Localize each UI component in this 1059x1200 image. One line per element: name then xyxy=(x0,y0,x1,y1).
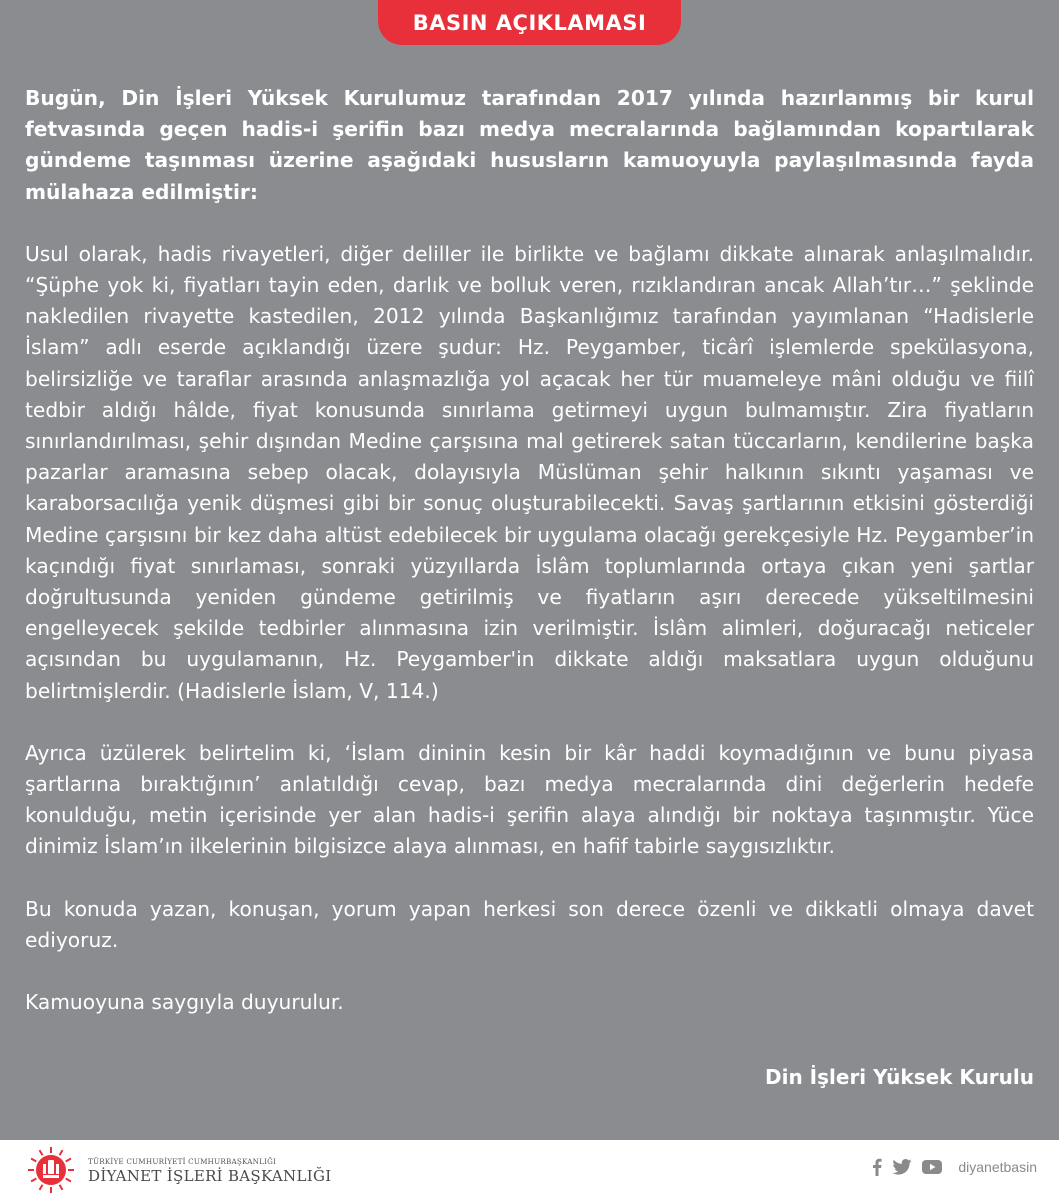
header-tab xyxy=(378,0,681,45)
social-handle[interactable]: diyanetbasin xyxy=(958,1159,1037,1175)
twitter-icon[interactable] xyxy=(892,1159,912,1175)
body-paragraph-regret: Ayrıca üzülerek belirtelim ki, ‘İslam dininin kesin bir kâr haddi koymadığının ve bunu piyasa şartlarına bıraktığının’ anlatıldığı cevap, bazı medya mecralarında dini değerlerin hedefe konulduğu, metin içerisinde yer alan hadis-i şerifin alaya alındığı bir noktaya taşınmıştır. Yüce dinimiz İslam’ın ilkelerinin bilgisizce alaya alınması, en hafif tabirle saygısızlıktır. xyxy=(25,740,1034,859)
body-paragraph-invitation: Bu konuda yazan, konuşan, yorum yapan herkesi son derece özenli ve dikkatli olmaya davet ediyoruz. xyxy=(25,896,1034,952)
signature: Din İşleri Yüksek Kurulu xyxy=(765,1065,1034,1089)
lead-paragraph: Bugün, Din İşleri Yüksek Kurulumuz tarafından 2017 yılında hazırlanmış bir kurul fetvasında geçen hadis-i şerifin bazı medya mecralarında bağlamından kopartılarak gündeme taşınması üzerine aşağıdaki hususların kamuoyuyla paylaşılmasında fayda mülahaza edilmiştir: xyxy=(25,86,1034,204)
header-title: BASIN AÇIKLAMASI xyxy=(412,10,647,35)
body-paragraph-explanation: Usul olarak, hadis rivayetleri, diğer deliller ile birlikte ve bağlamı dikkate alınarak anlaşılmalıdır. “Şüphe yok ki, fiyatları tayin eden, darlık ve bolluk veren, rızıklandıran ancak Allah’tır…” şeklinde nakledilen rivayette kastedilen, 2012 yılında Başkanlığımız tarafından yayımlanan “Hadislerle İslam” adlı eserde açıklandığı üzere şudur: Hz. Peygamber, ticârî işlemlerde spekülasyona, belirsizliğe ve taraflar arasında anlaşmazlığa yol açacak her tür muameleye mâni olduğu ve fiilî tedbir aldığı hâlde, fiyat konusunda sınırlama getirmeyi uygun bulmamıştır. Zira fiyatların sınırlandırılması, şehir dışından Medine çarşısına mal getirerek satan tüccarların, kendilerine başka pazarlar aramasına sebep olacak, dolayısıyla Müslüman şehir halkının sıkıntı yaşaması ve karaborsacılığa yenik düşmesi gibi bir sonuç oluşturabilecekti. Savaş şartlarının etkisini gösterdiği Medine çarşısını bir kez daha altüst edebilecek bir uygulama olacağı gerekçesiyle Hz. Peygamber’in kaçındığı fiyat sınırlaması, sonraki yüzyıllarda İslâm toplumlarında ortaya çıkan yeni şartlar doğrultusunda yeniden gündeme getirilmiş ve fiyatların aşırı derecede yükseltilmesini engelleyecek şekilde tedbirler alınmasına izin verilmiştir. İslâm alimleri, doğuracağı neticeler açısından bu uygulamanın, Hz. Peygamber'in dikkate aldığı maksatlara uygun olduğunu belirtmişlerdir. (Hadislerle İslam, V, 114.) xyxy=(25,241,1034,703)
logo-subtitle: TÜRKİYE CUMHURİYETİ CUMHURBAŞKANLIĞI xyxy=(88,1157,277,1166)
youtube-icon[interactable] xyxy=(922,1160,942,1174)
body-paragraph-closing: Kamuoyuna saygıyla duyurulur. xyxy=(25,990,344,1015)
logo-title: DİYANET İŞLERİ BAŞKANLIĞI xyxy=(88,1167,332,1185)
facebook-icon[interactable] xyxy=(872,1158,882,1176)
diyanet-logo-icon xyxy=(26,1145,76,1195)
footer xyxy=(0,1140,1059,1200)
social-links xyxy=(872,1158,1037,1176)
press-release-body xyxy=(25,83,1034,1018)
